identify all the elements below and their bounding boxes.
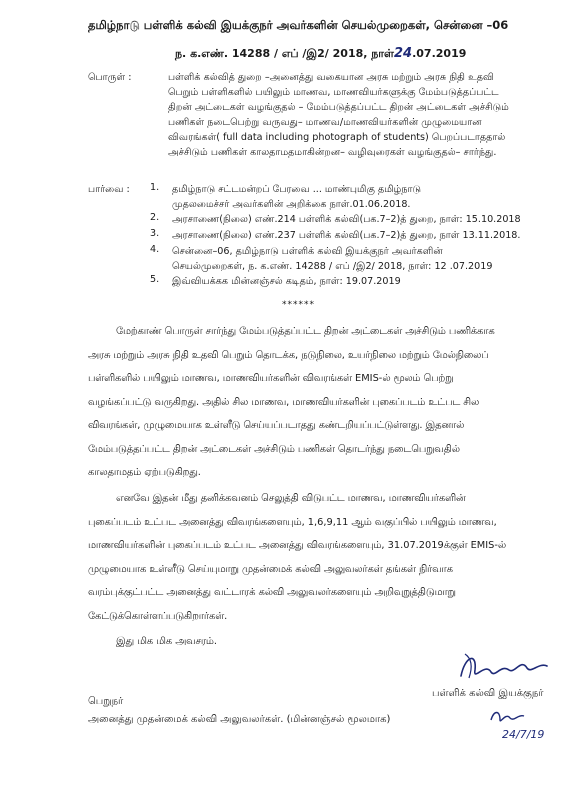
references-label: பார்வை : bbox=[88, 184, 130, 195]
reference-date-rest: .07.2019 bbox=[412, 47, 467, 60]
subject-line: பள்ளிக் கல்வித் துறை –அனைத்து வகையான அரசு மற்றும் அரசு நிதி உதவி bbox=[168, 72, 494, 83]
recipient-line: அனைத்து முதன்மைக் கல்வி அலுவலர்கள். (மின்னஞ்சல் மூலமாக) bbox=[88, 714, 391, 725]
reference-item: 1. தமிழ்நாடு சட்டமன்றப் பேரவை ... மாண்புமிகு தமிழ்நாடு முதலமைச்சர் அவர்களின் அறிக்கை நாள்.01.06.2018. bbox=[150, 182, 422, 210]
recipient-label: பெறுநர் bbox=[88, 696, 124, 707]
reference-item: 2. அரசாணை(நிலை) எண்.214 பள்ளிக் கல்வி(பக.7–2)த் துறை, நாள்: 15.10.2018 bbox=[150, 212, 521, 225]
reference-number bbox=[175, 46, 466, 62]
references-list bbox=[150, 182, 570, 290]
handwritten-date-day: 24 bbox=[394, 46, 413, 61]
separator: ****** bbox=[282, 300, 315, 310]
reference-item: 5. இவ்வியக்கக மின்னஞ்சல் கடிதம், நாள்: 19.07.2019 bbox=[150, 274, 401, 287]
subject-body bbox=[168, 70, 509, 160]
subject-line: விவரங்கள்( full data including photograph of students) பெறப்படாததால் bbox=[168, 132, 506, 143]
handwritten-date: 24/7/19 bbox=[502, 728, 545, 741]
subject-line: திறன் அட்டைகள் வழங்குதல் – மேம்படுத்தப்பட்ட திறன் அட்டைகள் அச்சிடும் bbox=[168, 102, 509, 113]
subject-line: பணிகள் நடைபெற்று வருவது– மாணவ/மாணவியர்களின் முழுமையான bbox=[168, 117, 482, 128]
reference-prefix: ந. க.எண். 14288 / எப் /இ2/ 2018, நாள் bbox=[175, 47, 394, 60]
reference-item: 3. அரசாணை(நிலை) எண்.237 பள்ளிக் கல்வி(பக.7–2)த் துறை, நாள் 13.11.2018. bbox=[150, 228, 521, 241]
body-paragraph-1: மேற்காண் பொருள் சார்ந்து மேம்படுத்தப்பட்ட திறன் அட்டைகள் அச்சிடும் பணிக்காக அரசு மற்றும் அரசு நிதி உதவி பெறும் தொடக்க, நடுநிலை, உயர்நிலை மற்றும் மேல்நிலைப் பள்ளிகளில் பயிலும் மாணவ, மாணவியர்களின் விவரங்கள் EMIS-ல் மூலம் பெற்று வழங்கப்பட்டு வருகிறது. அதில் சில மாணவ, மாணவியர்களின் புகைப்படம் உட்பட சில விவரங்கள், முழுமையாக உள்ளீடு செய்யப்படாதது கண்டறியப்பட்டுள்ளது. இதனால் மேம்படுத்தப்பட்ட திறன் அட்டைகள் அச்சிடும் பணிகள் தொடர்ந்து நடைபெறுவதில் காலதாமதம் ஏற்படுகிறது. bbox=[88, 326, 495, 478]
subject-label: பொருள் : bbox=[88, 72, 132, 83]
office-title: தமிழ்நாடு பள்ளிக் கல்வி இயக்குநர் அவர்களின் செயல்முறைகள், சென்னை –06 bbox=[88, 18, 509, 32]
initials-scribble bbox=[488, 708, 528, 726]
urgent-note: இது மிக மிக அவசரம். bbox=[116, 636, 217, 647]
body-paragraph-2: எனவே இதன் மீது தனிக்கவனம் செலுத்தி விடுபட்ட மாணவ, மாணவியர்களின் புகைப்படம் உட்பட அனைத்து விவரங்களையும், 1,6,9,11 ஆம் வகுப்பில் பயிலும் மாணவ, மாணவியர்களின் புகைப்படம் உட்பட அனைத்து விவரங்களையும், 31.07.2019க்குள் EMIS-ல் முழுமையாக உள்ளீடு செய்யுமாறு முதன்மைக் கல்வி அலுவலர்கள் தங்கள் நிர்வாக வரம்புக்குட்பட்ட அனைத்து வட்டாரக் கல்வி அலுவலர்களையும் அறிவுறுத்திடுமாறு கேட்டுக்கொள்ளப்படுகிறார்கள். bbox=[88, 493, 507, 622]
subject-line: அச்சிடும் பணிகள் காலதாமதமாகின்றன– வழிவுரைகள் வழங்குதல்– சார்ந்து. bbox=[168, 147, 497, 158]
subject-line: பெறும் பள்ளிகளில் பயிலும் மாணவ, மாணவியர்களுக்கு மேம்படுத்தப்பட்ட bbox=[168, 87, 499, 98]
reference-item: 4. சென்னை–06, தமிழ்நாடு பள்ளிக் கல்வி இயக்குநர் அவர்களின் செயல்முறைகள், ந. க.எண். 14288 / எப் /இ2/ 2018, நாள்: 12 .07.2019 bbox=[150, 244, 493, 272]
signature-scribble bbox=[455, 648, 555, 693]
signatory-designation: பள்ளிக் கல்வி இயக்குநர் bbox=[432, 688, 544, 699]
